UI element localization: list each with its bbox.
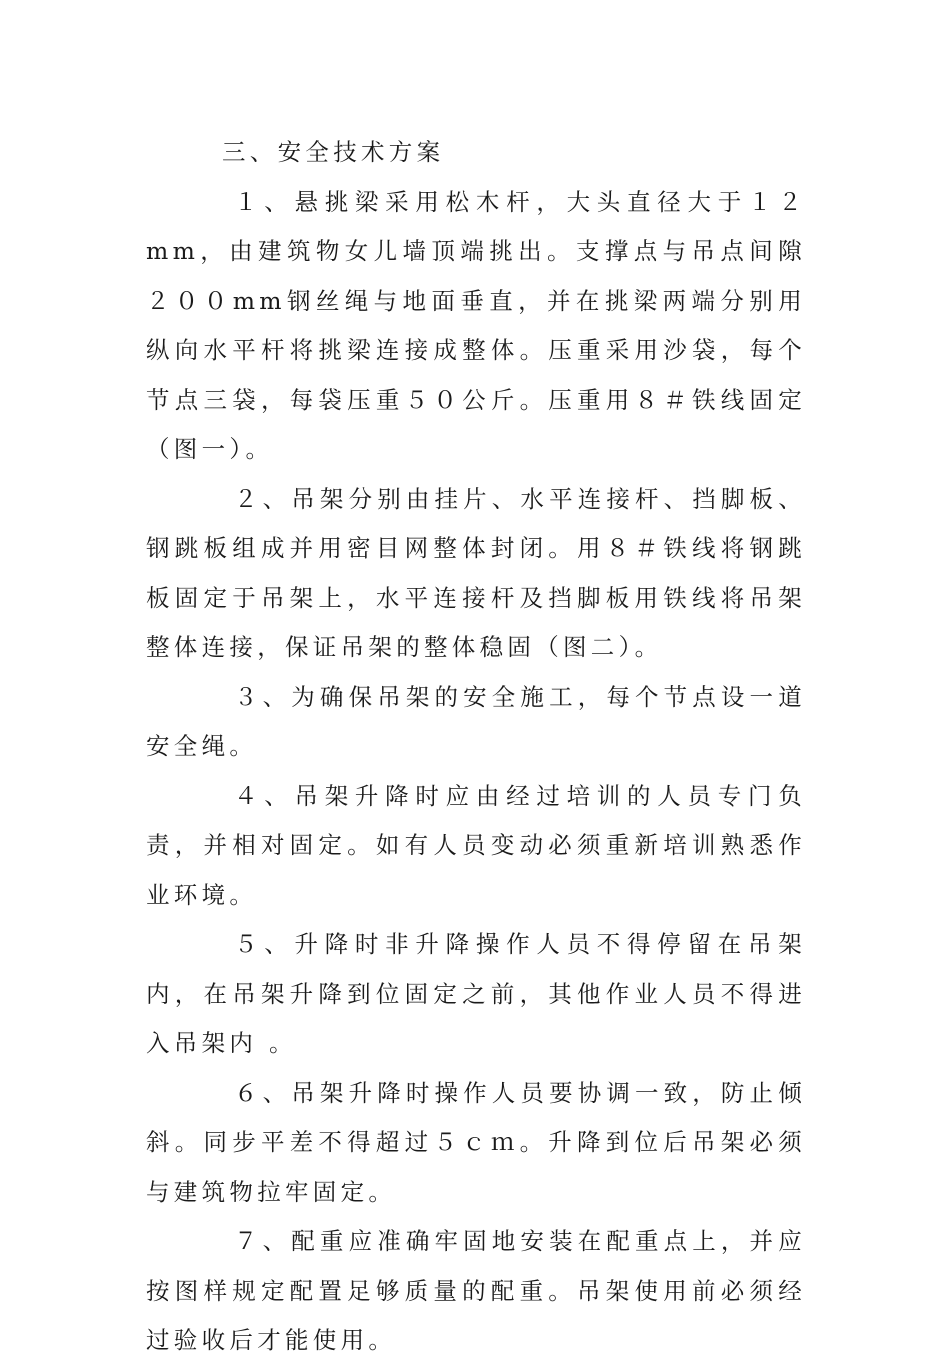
paragraph-7: ７、配重应准确牢固地安装在配重点上，并应按图样规定配置足够质量的配重。吊架使用前必须经过验收后才能使用。 xyxy=(146,1227,806,1354)
section-title: 三、安全技术方案 xyxy=(222,138,445,166)
document-page xyxy=(146,128,806,1366)
paragraph-6: ６、吊架升降时操作人员要协调一致，防止倾斜。同步平差不得超过５ｃｍ。升降到位后吊架必须与建筑物拉牢固定。 xyxy=(146,1078,806,1206)
paragraph-2: ２、吊架分别由挂片、水平连接杆、挡脚板、钢跳板组成并用密目网整体封闭。用８＃铁线将钢跳板固定于吊架上，水平连接杆及挡脚板用铁线将吊架整体连接，保证吊架的整体稳固（图二）。 xyxy=(146,484,806,661)
paragraph-3: ３、为确保吊架的安全施工，每个节点设一道安全绳。 xyxy=(146,682,806,760)
paragraph-1: １、悬挑梁采用松木杆，大头直径大于１２mm，由建筑物女儿墙顶端挑出。支撑点与吊点间隙２００mm钢丝绳与地面垂直，并在挑梁两端分别用纵向水平杆将挑梁连接成整体。压重采用沙袋，每个节点三袋，每袋压重５０公斤。压重用８＃铁线固定（图一）。 xyxy=(146,187,806,463)
paragraph-5: ５、升降时非升降操作人员不得停留在吊架内，在吊架升降到位固定之前，其他作业人员不得进入吊架内 。 xyxy=(146,930,806,1057)
paragraph-4: ４、吊架升降时应由经过培训的人员专门负责，并相对固定。如有人员变动必须重新培训熟悉作业环境。 xyxy=(146,781,806,909)
